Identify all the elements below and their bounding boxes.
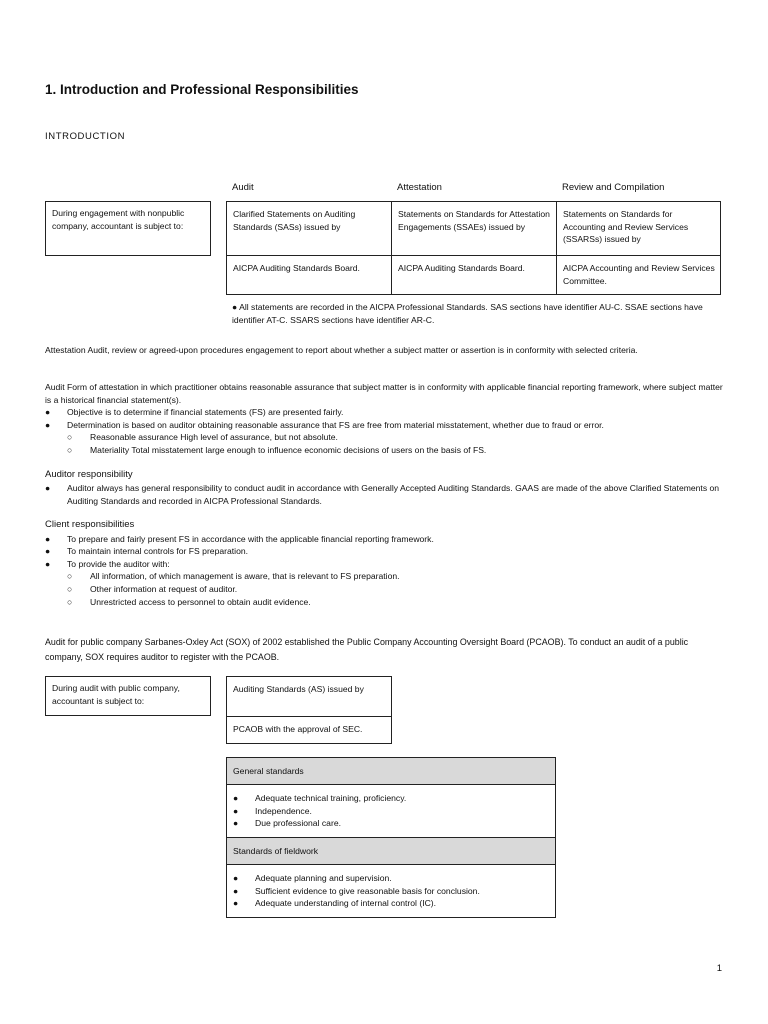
list-item: ● Adequate planning and supervision.: [233, 873, 392, 883]
nonpublic-subject-box: During engagement with nonpublic company, accountant is subject to:: [45, 201, 211, 256]
statements-note: ● All statements are recorded in the AICPA Professional Standards. SAS sections have identifier AU-C. SSAE sections have identifier AT-C. SSARS sections have identifier AR-C.: [232, 302, 703, 325]
page-title: 1. Introduction and Professional Responsibilities: [45, 82, 359, 97]
list-item: ○ Unrestricted access to personnel to obtain audit evidence.: [67, 597, 311, 607]
cell-audit-board: AICPA Auditing Standards Board.: [233, 263, 360, 273]
auditor-responsibility-heading: Auditor responsibility: [45, 469, 133, 480]
public-company-paragraph: Audit for public company Sarbanes-Oxley Act (SOX) of 2002 established the Public Company Accounting Oversight Board (PCAOB). To conduct an audit of a public company, SOX requires auditor to register with the PCAOB.: [45, 637, 689, 662]
list-item: ● Sufficient evidence to give reasonable basis for conclusion.: [233, 885, 480, 896]
page-number: 1: [716, 963, 722, 974]
list-item: ● Adequate understanding of internal control (IC).: [233, 898, 437, 908]
cell-review-committee: AICPA Accounting and Review Services Committee.: [563, 263, 715, 286]
list-item: ● Adequate technical training, proficiency.: [233, 793, 407, 803]
cell-review-issued: Statements on Standards for Accounting and Review Services (SSARSs) issued by: [563, 209, 689, 244]
cell-attestation-board: AICPA Auditing Standards Board.: [398, 263, 525, 273]
column-header-audit: Audit: [232, 182, 254, 193]
list-item: ● Determination is based on auditor obtaining reasonable assurance that FS are free from material misstatement, whether due to fraud or error.: [45, 420, 604, 430]
list-item: ● To provide the auditor with:: [45, 559, 170, 569]
cell-as-issued: Auditing Standards (AS) issued by: [233, 684, 364, 694]
public-subject-box: During audit with public company, accountant is subject to:: [45, 676, 211, 716]
list-item: ○ All information, of which management is aware, that is relevant to FS preparation.: [67, 571, 400, 581]
cell-pcaob-sec: PCAOB with the approval of SEC.: [233, 724, 363, 734]
general-standards-heading: General standards: [227, 758, 555, 785]
section-heading: INTRODUCTION: [45, 131, 126, 142]
attestation-definition: Attestation Audit, review or agreed-upon procedures engagement to report about whether a subject matter or assertion is in conformity with selected criteria.: [45, 345, 638, 355]
cell-audit-issued: Clarified Statements on Auditing Standards (SASs) issued by: [233, 209, 356, 232]
gaas-standards-table: [226, 757, 556, 918]
list-item: ● Independence.: [233, 805, 312, 816]
list-item: ● Due professional care.: [233, 818, 341, 828]
column-header-review: Review and Compilation: [562, 182, 665, 193]
fieldwork-standards-heading: Standards of fieldwork: [227, 838, 555, 865]
column-header-attestation: Attestation: [397, 182, 442, 193]
pcaob-table: [226, 676, 392, 744]
list-item: ● To prepare and fairly present FS in accordance with the applicable financial reporting framework.: [45, 534, 434, 544]
list-item: ○ Materiality Total misstatement large enough to influence economic decisions of users on the basis of FS.: [67, 445, 487, 455]
list-item: ● Auditor always has general responsibility to conduct audit in accordance with Generally Accepted Auditing Standards. GAAS are made of the above Clarified Statements on Auditing Standards and recorded in AICPA Professional Standards.: [45, 483, 720, 506]
list-item: ● Objective is to determine if financial statements (FS) are presented fairly.: [45, 407, 344, 417]
cell-attestation-issued: Statements on Standards for Attestation Engagements (SSAEs) issued by: [398, 209, 550, 232]
standards-table: [226, 201, 721, 295]
audit-definition: Audit Form of attestation in which practitioner obtains reasonable assurance that subject matter is in conformity with applicable financial reporting framework, where subject matter is a historical financial statement(s).: [45, 382, 723, 405]
list-item: ● To maintain internal controls for FS preparation.: [45, 546, 249, 556]
client-responsibilities-heading: Client responsibilities: [45, 519, 135, 530]
list-item: ○ Reasonable assurance High level of assurance, but not absolute.: [67, 432, 338, 442]
list-item: ○ Other information at request of auditor.: [67, 584, 238, 594]
